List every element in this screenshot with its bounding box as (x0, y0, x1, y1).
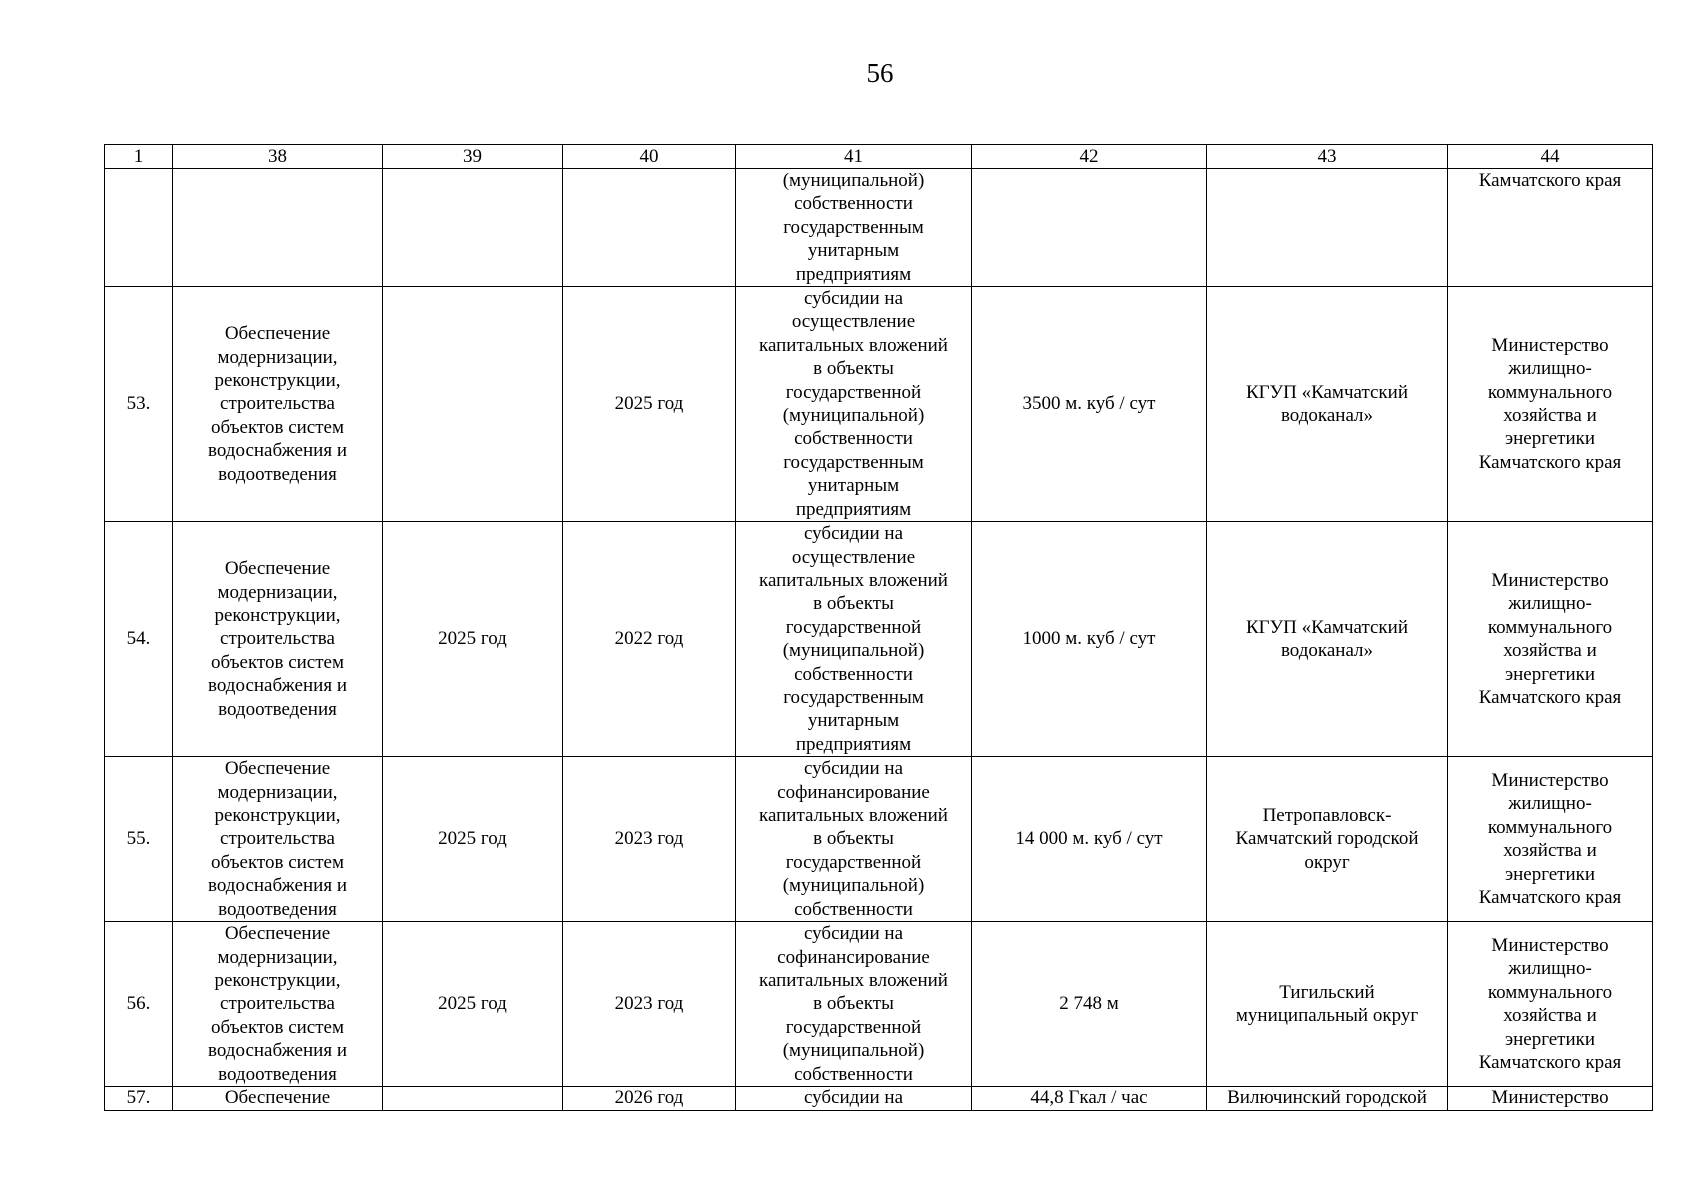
row-number-cell: 57. (105, 1087, 173, 1111)
table-cell (173, 169, 383, 287)
table-cell: Министерство (1448, 1087, 1653, 1111)
row-number-cell: 55. (105, 757, 173, 922)
table-cell: Министерство жилищно- коммунального хозяйства и энергетики Камчатского края (1448, 287, 1653, 522)
table-cell (105, 169, 173, 287)
row-number-cell: 56. (105, 922, 173, 1087)
header-cell: 41 (736, 145, 972, 169)
table-cell: 2023 год (563, 922, 736, 1087)
table-cell: Обеспечение (173, 1087, 383, 1111)
table-cell: 3500 м. куб / сут (972, 287, 1207, 522)
table-cell: субсидии на осуществление капитальных вложений в объекты государственной (муниципальной) собственности государственным унитарным предприятиям (736, 287, 972, 522)
table-cell: Обеспечение модернизации, реконструкции, строительства объектов систем водоснабжения и водоотведения (173, 522, 383, 757)
header-cell: 40 (563, 145, 736, 169)
table-cell: Обеспечение модернизации, реконструкции, строительства объектов систем водоснабжения и водоотведения (173, 757, 383, 922)
table-cell (563, 169, 736, 287)
table-header-row (105, 145, 1653, 169)
table-cell: субсидии на (736, 1087, 972, 1111)
table-cell: субсидии на софинансирование капитальных вложений в объекты государственной (муниципальной) собственности (736, 757, 972, 922)
table-cell (383, 169, 563, 287)
table-row (105, 1087, 1653, 1111)
table-cell: 2025 год (383, 522, 563, 757)
table-cell: Министерство жилищно- коммунального хозяйства и энергетики Камчатского края (1448, 522, 1653, 757)
table-cell: Петропавловск- Камчатский городской округ (1207, 757, 1448, 922)
table-cell: Обеспечение модернизации, реконструкции, строительства объектов систем водоснабжения и водоотведения (173, 922, 383, 1087)
table-cell: 2025 год (383, 922, 563, 1087)
table-cell (972, 169, 1207, 287)
header-cell: 38 (173, 145, 383, 169)
table-cell: (муниципальной) собственности государственным унитарным предприятиям (736, 169, 972, 287)
header-cell: 42 (972, 145, 1207, 169)
table-cell: 2 748 м (972, 922, 1207, 1087)
table-cell: 2025 год (563, 287, 736, 522)
header-cell: 43 (1207, 145, 1448, 169)
header-cell: 39 (383, 145, 563, 169)
header-cell: 44 (1448, 145, 1653, 169)
header-cell: 1 (105, 145, 173, 169)
row-number-cell: 53. (105, 287, 173, 522)
table-cell: 2022 год (563, 522, 736, 757)
table-cell: КГУП «Камчатский водоканал» (1207, 522, 1448, 757)
table-cell (383, 1087, 563, 1111)
table-cell: Вилючинский городской (1207, 1087, 1448, 1111)
table-row-continuation (105, 169, 1653, 287)
table-cell: Министерство жилищно- коммунального хозяйства и энергетики Камчатского края (1448, 757, 1653, 922)
table-cell: КГУП «Камчатский водоканал» (1207, 287, 1448, 522)
table-cell: 1000 м. куб / сут (972, 522, 1207, 757)
table-cell: 2025 год (383, 757, 563, 922)
table-cell: 14 000 м. куб / сут (972, 757, 1207, 922)
table-row (105, 922, 1653, 1087)
page-number: 56 (866, 58, 894, 88)
table-cell: Камчатского края (1448, 169, 1653, 287)
table-cell: 44,8 Гкал / час (972, 1087, 1207, 1111)
table-cell: Тигильский муниципальный округ (1207, 922, 1448, 1087)
table-cell: 2023 год (563, 757, 736, 922)
table-cell: 2026 год (563, 1087, 736, 1111)
table-cell (383, 287, 563, 522)
table-cell: субсидии на софинансирование капитальных вложений в объекты государственной (муниципальной) собственности (736, 922, 972, 1087)
table-row (105, 287, 1653, 522)
table-row (105, 757, 1653, 922)
row-number-cell: 54. (105, 522, 173, 757)
table-cell: Обеспечение модернизации, реконструкции, строительства объектов систем водоснабжения и водоотведения (173, 287, 383, 522)
program-table (104, 144, 1653, 1111)
table-cell (1207, 169, 1448, 287)
table-cell: Министерство жилищно- коммунального хозяйства и энергетики Камчатского края (1448, 922, 1653, 1087)
table-cell: субсидии на осуществление капитальных вложений в объекты государственной (муниципальной) собственности государственным унитарным предприятиям (736, 522, 972, 757)
table-row (105, 522, 1653, 757)
